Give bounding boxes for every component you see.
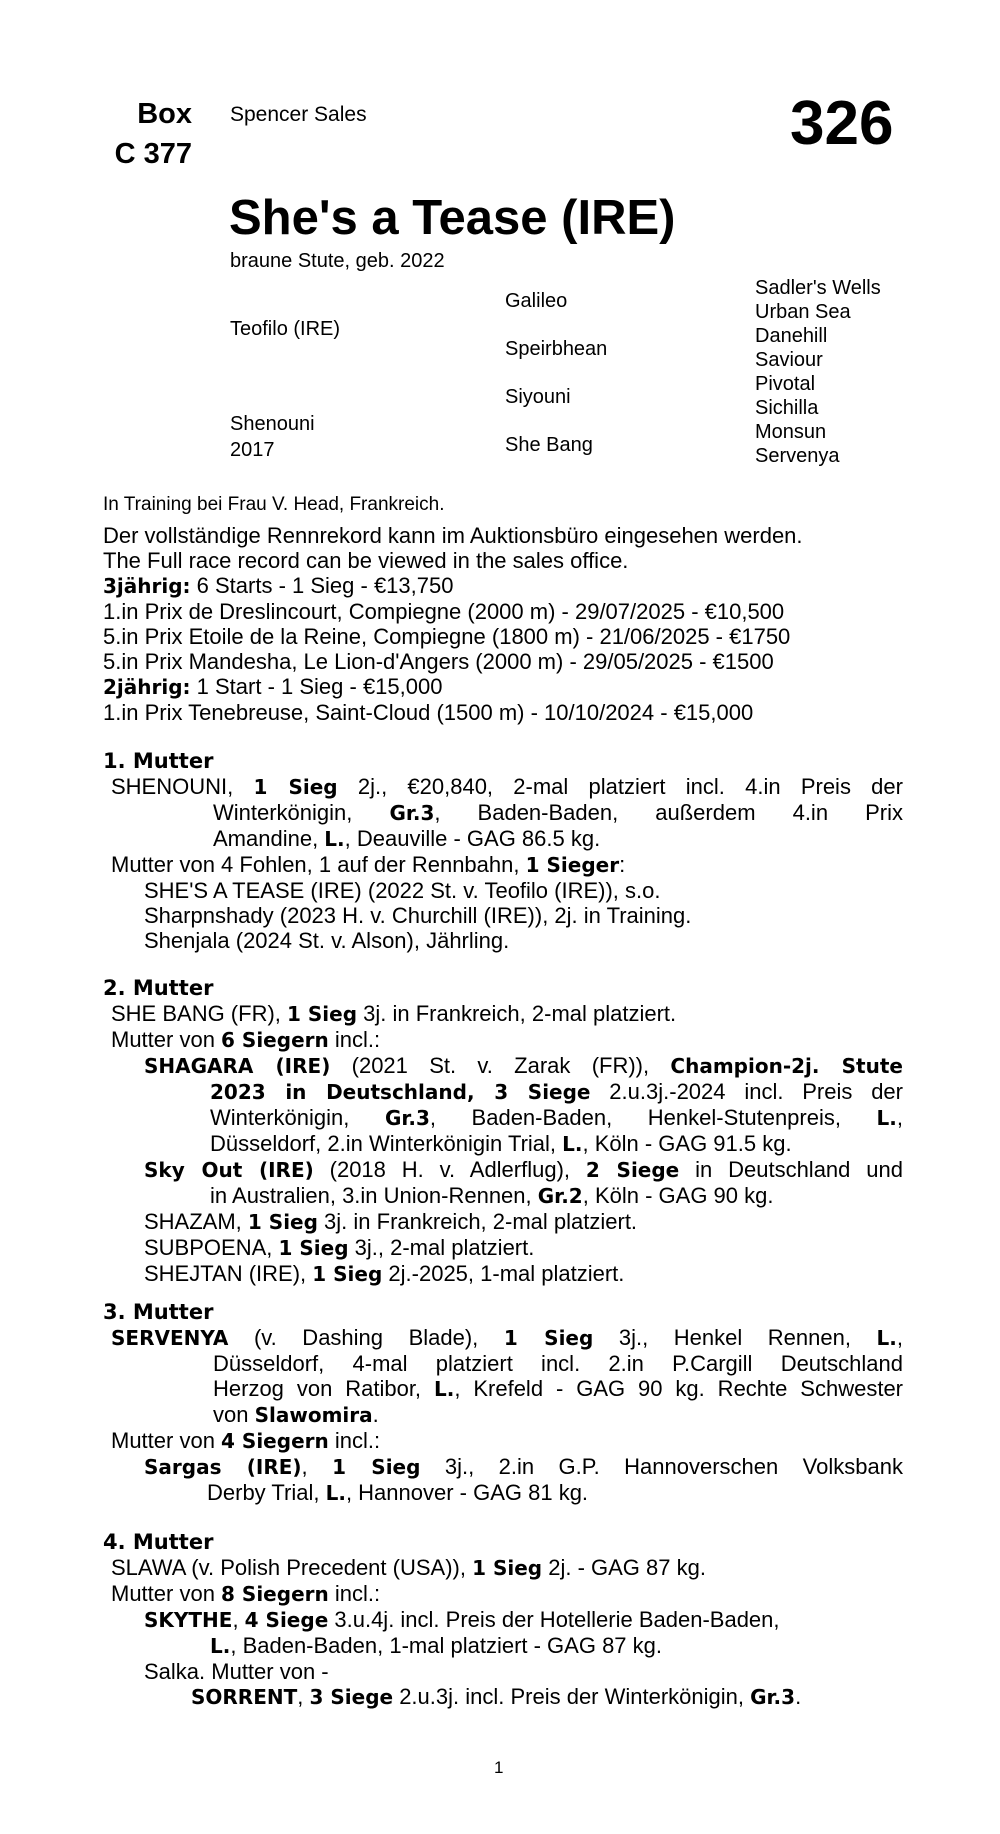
dam4-produce: Mutter von 8 Siegern incl.: <box>111 1581 381 1606</box>
pedigree-gen3-6: Sichilla <box>755 397 819 419</box>
dam2-heading: 2. Mutter <box>103 976 214 1000</box>
offspring-item: SHE'S A TEASE (IRE) (2022 St. v. Teofilo (IRE)), s.o. <box>144 878 661 903</box>
race-entry: 1.in Prix de Dreslincourt, Compiegne (2000 m) - 29/07/2025 - €10,500 <box>103 599 785 624</box>
shagara-line2: 2023 in Deutschland, 3 Siege 2.u.3j.-2024 incl. Preis der <box>210 1079 903 1104</box>
lot-number: 326 <box>790 89 894 158</box>
horse-description: braune Stute, geb. 2022 <box>230 250 445 272</box>
sargas-line2: Derby Trial, L., Hannover - GAG 81 kg. <box>207 1480 589 1505</box>
pedigree-sire-sire: Galileo <box>505 290 568 312</box>
pedigree-sire: Teofilo (IRE) <box>230 318 341 340</box>
dam1-heading: 1. Mutter <box>103 749 214 773</box>
dam3-record-line2: Düsseldorf, 4-mal platziert incl. 2.in P.Cargill Deutschland <box>213 1351 903 1376</box>
offspring-item: SHEJTAN (IRE), 1 Sieg 2j.-2025, 1-mal platziert. <box>144 1261 625 1286</box>
dam1-record-line3: Amandine, L., Deauville - GAG 86.5 kg. <box>213 826 601 851</box>
salka-line: Salka. Mutter von - <box>144 1659 329 1684</box>
training-info: In Training bei Frau V. Head, Frankreich. <box>103 494 445 515</box>
skythe-line2: L., Baden-Baden, 1-mal platziert - GAG 87 kg. <box>210 1633 662 1658</box>
box-number: C 377 <box>114 138 192 170</box>
age3-summary: 3jährig: 6 Starts - 1 Sieg - €13,750 <box>103 573 454 598</box>
pedigree-gen3-1: Sadler's Wells <box>755 277 881 299</box>
pedigree-gen3-5: Pivotal <box>755 373 816 395</box>
pedigree-gen3-2: Urban Sea <box>755 301 851 323</box>
dam2-section <box>103 976 903 1287</box>
pedigree-dam-year: 2017 <box>230 439 275 461</box>
box-label: Box <box>137 98 192 130</box>
page-number: 1 <box>494 1758 504 1777</box>
pedigree-gen3-8: Servenya <box>755 445 840 467</box>
dam3-record-line4: von Slawomira. <box>213 1402 379 1427</box>
dam1-section <box>103 749 903 953</box>
dam2-produce: Mutter von 6 Siegern incl.: <box>111 1027 381 1052</box>
dam3-record-line3: Herzog von Ratibor, L., Krefeld - GAG 90 kg. Rechte Schwester <box>213 1376 904 1401</box>
age2-label: 2jährig: <box>103 675 191 699</box>
dam2-record: SHE BANG (FR), 1 Sieg 3j. in Frankreich, 2-mal platziert. <box>111 1001 677 1026</box>
pedigree-gen3-4: Saviour <box>755 349 823 371</box>
skyout-line1: Sky Out (IRE) (2018 H. v. Adlerflug), 2 Siege in Deutschland und <box>144 1157 903 1182</box>
pedigree-sire-dam: Speirbhean <box>505 338 608 360</box>
sorrent-line: SORRENT, 3 Siege 2.u.3j. incl. Preis der Winterkönigin, Gr.3. <box>191 1684 802 1709</box>
offspring-item: Sharpnshady (2023 H. v. Churchill (IRE)), 2j. in Training. <box>144 903 692 928</box>
dam4-heading: 4. Mutter <box>103 1530 214 1554</box>
race-entry: 5.in Prix Etoile de la Reine, Compiegne (1800 m) - 21/06/2025 - €1750 <box>103 624 791 649</box>
pedigree-dam-dam: She Bang <box>505 434 593 456</box>
race-entry: 5.in Prix Mandesha, Le Lion-d'Angers (2000 m) - 29/05/2025 - €1500 <box>103 649 774 674</box>
dam3-produce: Mutter von 4 Siegern incl.: <box>111 1428 381 1453</box>
skythe-line1: SKYTHE, 4 Siege 3.u.4j. incl. Preis der Hotellerie Baden-Baden, <box>144 1607 780 1632</box>
offspring-item: SUBPOENA, 1 Sieg 3j., 2-mal platziert. <box>144 1235 535 1260</box>
pedigree-dam-sire: Siyouni <box>505 386 571 408</box>
race-record <box>103 523 898 725</box>
dam3-record-line1: SERVENYA (v. Dashing Blade), 1 Sieg 3j., Henkel Rennen, L., <box>111 1325 903 1350</box>
dam3-section <box>103 1300 903 1506</box>
shagara-line1: SHAGARA (IRE) (2021 St. v. Zarak (FR)), Champion-2j. Stute <box>144 1053 903 1078</box>
dam3-heading: 3. Mutter <box>103 1300 214 1324</box>
pedigree-gen3-7: Monsun <box>755 421 827 443</box>
skyout-line2: in Australien, 3.in Union-Rennen, Gr.2, Köln - GAG 90 kg. <box>210 1183 774 1208</box>
age2-summary: 2jährig: 1 Start - 1 Sieg - €15,000 <box>103 674 443 699</box>
race-record-intro-en: The Full race record can be viewed in the sales office. <box>103 548 629 573</box>
seller-name: Spencer Sales <box>230 103 367 126</box>
dam4-section <box>103 1530 903 1710</box>
shagara-line3: Winterkönigin, Gr.3, Baden-Baden, Henkel-Stutenpreis, L., <box>210 1105 903 1130</box>
pedigree-gen3-3: Danehill <box>755 325 828 347</box>
horse-name: She's a Tease (IRE) <box>229 191 676 245</box>
race-record-intro-de: Der vollständige Rennrekord kann im Auktionsbüro eingesehen werden. <box>103 523 803 548</box>
race-entry: 1.in Prix Tenebreuse, Saint-Cloud (1500 m) - 10/10/2024 - €15,000 <box>103 700 754 725</box>
dam1-produce: Mutter von 4 Fohlen, 1 auf der Rennbahn, 1 Sieger: <box>111 852 626 877</box>
pedigree-dam: Shenouni <box>230 413 315 435</box>
dam4-record: SLAWA (v. Polish Precedent (USA)), 1 Sieg 2j. - GAG 87 kg. <box>111 1555 706 1580</box>
age3-label: 3jährig: <box>103 574 191 598</box>
offspring-item: SHAZAM, 1 Sieg 3j. in Frankreich, 2-mal platziert. <box>144 1209 638 1234</box>
dam1-record-line1: SHENOUNI, 1 Sieg 2j., €20,840, 2-mal platziert incl. 4.in Preis der <box>111 774 903 799</box>
shagara-line4: Düsseldorf, 2.in Winterkönigin Trial, L., Köln - GAG 91.5 kg. <box>210 1131 792 1156</box>
dam1-record-line2: Winterkönigin, Gr.3, Baden-Baden, außerdem 4.in Prix <box>213 800 903 825</box>
offspring-item: Shenjala (2024 St. v. Alson), Jährling. <box>144 928 510 953</box>
sargas-line1: Sargas (IRE), 1 Sieg 3j., 2.in G.P. Hannoverschen Volksbank <box>144 1454 903 1479</box>
